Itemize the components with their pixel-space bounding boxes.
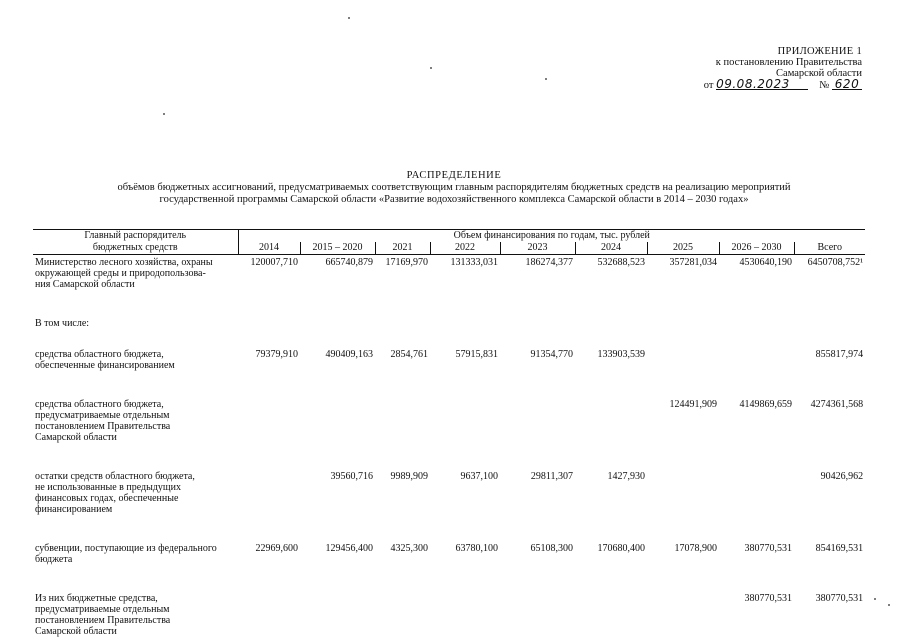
row-spacer-cell [33,565,865,579]
value-cell [647,343,719,371]
value-cell: 22969,600 [255,543,298,554]
header-row-2 [33,242,865,255]
appendix-number: 620 [832,79,862,90]
value-cell: 490409,163 [325,349,373,360]
row-label-line: В том числе: [35,318,90,329]
value-cell: 90426,962 [820,471,864,482]
value-cell [430,304,500,329]
row-label-line: финансированием [35,504,113,515]
row-label-line: ния Самарской области [35,279,135,290]
row-label-line: финансовых годах, обеспеченные [35,493,179,504]
value-cell [300,304,375,329]
value-cell: 57915,831 [455,349,498,360]
value-cell: 91354,770 [530,349,573,360]
header-distributor-2: бюджетных средств [33,242,238,255]
row-label-line: субвенции, поступающие из федерального [35,543,217,554]
value-cell [575,579,647,637]
value-cell: 855817,974 [815,349,864,360]
appendix-title: ПРИЛОЖЕНИЕ 1 [777,46,862,57]
row-spacer [33,371,865,385]
value-cell [794,304,865,329]
value-cell: 357281,034 [669,257,717,268]
heading-title: РАСПРЕДЕЛЕНИЕ [406,170,502,181]
value-cell: 380770,531 [744,543,792,554]
row-spacer [33,515,865,529]
row-spacer [33,565,865,579]
value-cell [719,343,794,371]
value-cell [375,304,430,329]
year-header: Всего [794,242,865,255]
row-label-line: окружающей среды и природопользова- [35,268,206,279]
row-label [33,304,238,329]
table-row [33,385,865,443]
year-header: 2021 [375,242,430,255]
table-row [33,343,865,371]
value-cell [500,579,575,637]
value-cell: 131333,031 [450,257,498,268]
value-cell: 79379,910 [255,349,298,360]
value-cell: 4530640,190 [739,257,792,268]
scan-speck [163,113,165,115]
value-cell [300,385,375,443]
appendix-from-label: от [703,80,714,91]
row-spacer-cell [33,371,865,385]
year-header: 2023 [500,242,575,255]
row-spacer-cell [33,329,865,343]
row-spacer [33,290,865,304]
value-cell: 854169,531 [815,543,864,554]
scan-speck [874,598,876,600]
row-label-line: не использованные в предыдущих [35,482,181,493]
heading-line-1: объёмов бюджетных ассигнований, предусматриваемых соответствующим главным распорядителям бюджетных средств на реализацию мероприятий [117,182,791,193]
value-cell: 2854,761 [390,349,428,360]
value-cell: 9989,909 [390,471,428,482]
value-cell: 665740,879 [325,257,373,268]
value-cell [430,579,500,637]
row-label-line: предусматриваемые отдельным [35,604,170,615]
value-cell: 63780,100 [455,543,498,554]
value-cell: 120007,710 [250,257,298,268]
row-label-line: обеспеченные финансированием [35,360,175,371]
value-cell [575,385,647,443]
value-cell: 133903,539 [597,349,645,360]
value-cell [647,579,719,637]
value-cell: 186274,377 [525,257,573,268]
row-label-line: Самарской области [35,626,117,637]
scan-speck [888,604,890,606]
value-cell: 6450708,752¹ [807,257,864,268]
value-cell: 4325,300 [390,543,428,554]
appendix-block [690,46,862,91]
header-row-1 [33,230,865,243]
value-cell: 532688,523 [597,257,645,268]
heading-line-2: государственной программы Самарской области «Развитие водохозяйственного комплекса Самарской области в 2014 – 2030 годах» [159,194,749,205]
year-header: 2022 [430,242,500,255]
row-label [33,457,238,515]
header-funding-group: Объем финансирования по годам, тыс. рублей [238,230,865,243]
value-cell [500,304,575,329]
row-spacer-cell [33,443,865,457]
row-label-line: бюджета [35,554,73,565]
value-cell: 4274361,568 [810,399,864,410]
row-label-line: постановлением Правительства [35,615,171,626]
header-distributor-1: Главный распорядитель [33,230,238,243]
budget-table [33,229,865,637]
value-cell [300,579,375,637]
row-label [33,579,238,637]
appendix-date-line [690,79,862,91]
row-label-line: остатки средств областного бюджета, [35,471,195,482]
value-cell: 9637,100 [460,471,498,482]
row-label [33,529,238,565]
value-cell [500,385,575,443]
row-label-line: Министерство лесного хозяйства, охраны [35,257,213,268]
appendix-date: 09.08.2023 [716,79,808,90]
appendix-line-1: к постановлению Правительства [715,57,862,68]
value-cell: 17169,970 [385,257,428,268]
value-cell [647,304,719,329]
table-row [33,255,865,291]
value-cell [375,385,430,443]
value-cell: 380770,531 [744,593,792,604]
row-label [33,255,238,291]
document-heading [40,170,868,206]
value-cell: 39560,716 [330,471,373,482]
value-cell: 124491,909 [669,399,717,410]
table-row [33,457,865,515]
value-cell [238,385,300,443]
row-label-line: средства областного бюджета, [35,399,164,410]
row-label-line: предусматриваемые отдельным [35,410,170,421]
value-cell [719,304,794,329]
appendix-no-label: № [819,80,830,91]
value-cell: 380770,531 [815,593,864,604]
row-spacer-cell [33,515,865,529]
row-spacer [33,443,865,457]
value-cell [238,579,300,637]
value-cell [375,579,430,637]
scan-speck [545,78,547,80]
value-cell: 29811,307 [530,471,573,482]
value-cell: 170680,400 [597,543,645,554]
year-header: 2025 [647,242,719,255]
row-label-line: Из них бюджетные средства, [35,593,158,604]
row-spacer [33,329,865,343]
row-label [33,385,238,443]
year-header: 2015 – 2020 [300,242,375,255]
value-cell: 17078,900 [674,543,717,554]
scan-speck [348,17,350,19]
row-spacer-cell [33,290,865,304]
year-header: 2014 [238,242,300,255]
value-cell [719,457,794,515]
value-cell: 129456,400 [325,543,373,554]
value-cell [575,304,647,329]
appendix-line-2: Самарской области [776,68,862,79]
value-cell [238,457,300,515]
value-cell: 65108,300 [530,543,573,554]
value-cell [647,457,719,515]
row-label [33,343,238,371]
value-cell [430,385,500,443]
row-label-line: постановлением Правительства [35,421,171,432]
table-row [33,304,865,329]
row-label-line: средства областного бюджета, [35,349,164,360]
year-header: 2024 [575,242,647,255]
scan-speck [430,67,432,69]
year-header: 2026 – 2030 [719,242,794,255]
table-row [33,579,865,637]
table-row [33,529,865,565]
value-cell: 4149869,659 [739,399,792,410]
value-cell: 1427,930 [607,471,645,482]
row-label-line: Самарской области [35,432,117,443]
value-cell [238,304,300,329]
